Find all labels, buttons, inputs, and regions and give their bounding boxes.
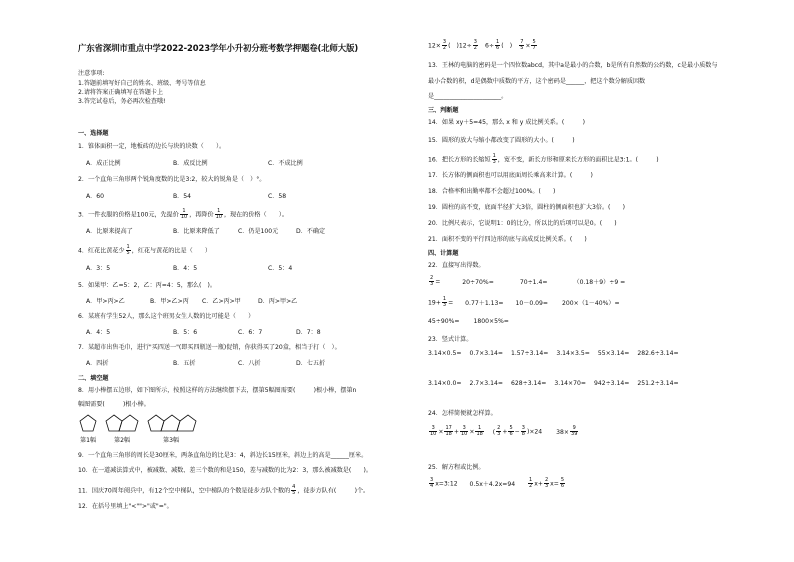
calc22-row3 [428, 318, 509, 326]
calc24-row: $\frac{3}{10}$ × $\frac{17}{18}$ + $\frac{3}{10}$ × $\frac{1}{18}$ ( $\frac{2}{3}$ + $\frac{5}{6}$ − $\frac{3}{8}$ )×24 38× $\frac{9}{39}$ [430, 425, 578, 437]
q4-frac-den: 5 [126, 250, 130, 256]
c24-f2-num: 17 [445, 425, 452, 431]
c24-f5-num: 2 [497, 425, 501, 431]
c25-f4-den: 6 [560, 483, 565, 489]
question-14: 14．如果 xy＋5=45，那么 x 和 y 成比例关系。( ) [428, 119, 585, 126]
q16-frac-num: 1 [492, 153, 496, 159]
section-fill-heading: 二、填空题 [78, 375, 109, 382]
q1-option-b: B．成反比例 [173, 160, 208, 167]
cmp-frac-2 [473, 40, 478, 51]
c25-f4 [560, 478, 565, 489]
c22-frac-a [429, 276, 434, 287]
question-13-line1: 13．王林的电脑的密码是一个四位数abcd，其中a是最小的合数，b是所有自然数的公约数，c是最小质数与 [428, 62, 718, 69]
q4-option-a: A．3：5 [86, 265, 111, 272]
c24-text-b: 38× [556, 428, 570, 436]
cmp-frac1-den: 2 [442, 45, 447, 51]
q4-option-b: B．4：5 [173, 265, 198, 272]
c23-r2-c: 628÷3.14= [510, 380, 547, 387]
q11-frac-den: 5 [292, 490, 296, 496]
figure-label-2: 第2幅 [114, 437, 131, 444]
q16-frac-den: 3 [492, 159, 496, 165]
c25-f1-num: 3 [430, 477, 434, 483]
cmp-frac3-num: 1 [496, 39, 500, 45]
c22-r3-a: 45÷90%= [428, 318, 460, 325]
question-8-line1: 8．用小棒摆五边形，如下图所示，按照这样的方法继续摆下去，摆第5幅图需要( )根小棒，摆第n [78, 387, 357, 394]
c22-r1-b: 20÷70%= [462, 278, 494, 286]
question-8-line2: 幅图需要( )根小棒。 [78, 401, 150, 408]
q5-option-b: B．甲>乙>丙 [150, 298, 189, 305]
c24-f2 [444, 426, 452, 437]
q3-fraction-2 [215, 209, 223, 220]
cmp-text-b: ( )12÷ [448, 42, 472, 50]
c25-f3 [544, 478, 549, 489]
question-12: 12．在括号里填上"<"">"或"="。 [78, 503, 173, 510]
q6-option-a: A．4：5 [86, 329, 111, 336]
q11-text-b: ，徒步方队有( )个。 [297, 487, 370, 495]
question-15: 15．圆形的放大与缩小都改变了圆形的大小。( ) [428, 137, 575, 144]
question-11 [78, 485, 369, 496]
question-6: 6．某班有学生52人，那么这个班男女生人数的比可能是（ ） [78, 313, 255, 320]
q7-option-c: C．八折 [238, 360, 261, 367]
pentagon-shape-1 [80, 415, 96, 431]
question-7: 7．某超市出售毛巾，进行"买四送一"(即买四瓶送一瓶)促销，你获得买了20盒，相当于打（ ）。 [78, 344, 341, 351]
question-19: 19．圆柱的高不变，底面半径扩大3倍，圆柱的侧面积也扩大3倍。( ) [428, 204, 625, 211]
cmp-frac5-num: 5 [532, 39, 536, 45]
q11-frac-num: 4 [292, 484, 296, 490]
q7-option-d: D．七五折 [296, 360, 326, 367]
q3-option-c: C．仍是100元 [238, 228, 279, 235]
question-1: 1．锥体面积一定，地板砖的边长与块的块数（ ）。 [78, 143, 226, 150]
q1-option-a: A．成正比例 [86, 160, 121, 167]
cmp-frac-1 [442, 40, 447, 51]
question-9: 9．一个直角三角形的周长是30厘米，两条直角边的比是3：4，斜边长15厘米，斜边上的高是______厘米。 [78, 452, 368, 459]
question-23: 23．竖式计算。 [428, 336, 473, 343]
cmp-frac2-num: 3 [473, 39, 477, 45]
exam-title: 广东省深圳市重点中学2022-2023学年小升初分班考数学押题卷(北师大版) [78, 43, 359, 53]
question-13-line2: 最小合数的积，d是偶数中质数的平方，这个密码是______，把这个数分解质因数 [428, 78, 646, 85]
q3-text-a: 3．一件衣服的价格是100元，先提价 [78, 211, 179, 219]
c25-f3-num: 2 [544, 477, 549, 483]
c23-r1-c: 1.57÷3.14= [510, 350, 549, 357]
notice-2: 2.请将答案正确填写在答题卡上 [78, 89, 164, 96]
q6-option-b: B．5：6 [173, 329, 198, 336]
question-3 [78, 209, 288, 220]
c22-r2-c: 10－0.09= [515, 299, 549, 307]
c23-r2-b: 2.7×3.14= [469, 380, 503, 387]
cmp-frac3-den: 6 [496, 45, 500, 51]
q4-text-a: 4．红花比黄花少 [78, 247, 125, 255]
cmp-text-a: 12× [428, 42, 441, 50]
c25-f2 [528, 478, 533, 489]
cmp-frac5-den: 7 [532, 45, 536, 51]
c23-r2-f: 251.2÷3.14= [637, 380, 679, 387]
c23-r2-a: 3.14×0.0= [428, 380, 462, 387]
calc23-row1 [428, 350, 679, 358]
c23-r1-a: 3.14×0.5= [428, 350, 462, 357]
cmp-text-c: 6÷ [478, 42, 495, 50]
cmp-frac-5 [531, 40, 536, 51]
section-choice-heading: 一、选择题 [78, 130, 109, 137]
question-25: 25．解方程或比例。 [428, 464, 485, 471]
c24-f3-num: 3 [460, 426, 468, 432]
question-16 [428, 154, 659, 165]
cmp-frac2-den: 2 [473, 45, 477, 51]
cmp-frac-4 [519, 40, 524, 51]
c22-r2-d: 200×（1－40%）= [562, 299, 620, 307]
c22-frac-b [442, 297, 447, 308]
c22-r2-eq: = [448, 299, 454, 307]
c24-f3 [460, 426, 468, 437]
q3-frac2-num: 1 [215, 209, 223, 215]
c24-text-a: ×24 [529, 428, 543, 436]
question-22: 22．直接写出得数。 [428, 262, 485, 269]
c24-f8 [570, 426, 578, 437]
pentagon-pattern-figure [78, 413, 198, 435]
calc22-row2 [428, 297, 620, 308]
c24-f5 [496, 426, 501, 437]
q5-option-a: A．甲>丙>乙 [86, 298, 125, 305]
q6-option-d: D．7：8 [296, 329, 321, 336]
cmp-text-d: ( ) [501, 42, 519, 50]
q7-option-a: A．四折 [86, 360, 109, 367]
c24-f6-den: 6 [509, 431, 513, 437]
q4-text-b: ，红花与黄花的比是（ ） [131, 247, 211, 255]
c22-r1-eq: = [435, 278, 441, 286]
question-4 [78, 245, 211, 256]
q3-option-a: A．比原来提高了 [86, 228, 133, 235]
cmp-frac4-den: 5 [520, 45, 524, 51]
c22-r3-b: 1800×5%= [473, 318, 509, 325]
c23-r2-d: 3.14×70= [554, 380, 586, 387]
c24-f5-den: 3 [497, 431, 501, 437]
c25-f1 [429, 478, 434, 489]
c24-f7 [521, 426, 526, 437]
q3-option-b: B．比原来降低了 [173, 228, 220, 235]
question-2: 2．一个直角三角形两个锐角度数的比是3:2，较大的锐角是（ ）°。 [78, 176, 266, 183]
section-calc-heading: 四、计算题 [428, 250, 459, 257]
c24-f4 [475, 426, 483, 437]
q4-fraction [126, 245, 131, 256]
c23-r1-d: 3.14×3.5= [556, 350, 590, 357]
q4-frac-num: 1 [126, 244, 130, 250]
c24-f4-num: 1 [475, 426, 483, 432]
calc23-row2 [428, 380, 679, 388]
c23-r1-e: 55×3.14= [597, 350, 630, 357]
c24-f7-den: 8 [521, 431, 525, 437]
c23-r2-e: 942÷3.14= [593, 380, 630, 387]
c23-r1-f: 282.6÷3.14= [637, 350, 679, 357]
c25-text-a: x=3:12 [435, 480, 458, 488]
c22-fraca-den: 3 [430, 281, 434, 287]
c24-f7-num: 3 [521, 425, 525, 431]
figure-label-1: 第1幅 [80, 437, 97, 444]
q16-fraction [492, 154, 497, 165]
question-10: 10．在一道减法算式中，被减数、减数、差三个数的和是150，差与减数的比为2：3，那么被减数是( )。 [78, 467, 372, 474]
pentagon-shape-2b [119, 415, 138, 431]
pentagon-shape-3c [177, 415, 196, 431]
cmp-frac1-num: 3 [442, 39, 447, 45]
cmp-frac4-num: 7 [520, 39, 524, 45]
section-judge-heading: 三、判断题 [428, 107, 459, 114]
q3-text-b: ，再降价 [189, 211, 214, 219]
q3-frac1-num: 1 [180, 209, 188, 215]
q6-option-c: C．6：7 [238, 329, 263, 336]
c22-r2-b: 0.77＋1.13= [465, 299, 504, 307]
q3-text-c: ，现在的价格（ ）。 [223, 211, 288, 219]
question-17: 17．长方体的侧面积也可以用底面周长乘高来计算。( ) [428, 172, 593, 179]
c24-f4-den: 18 [476, 431, 483, 437]
c25-text-d: x= [550, 480, 559, 488]
c24-f6 [508, 426, 513, 437]
question-5: 5．如果甲：乙=5：2，乙：丙=4：5，那么( )。 [78, 282, 216, 289]
c24-f3-den: 10 [460, 431, 468, 437]
q5-option-d: D．丙>甲>乙 [258, 298, 298, 305]
pentagon-shape-3b [161, 415, 180, 431]
q4-option-c: C．5：4 [268, 265, 293, 272]
c24-f2-den: 18 [445, 431, 452, 437]
q7-option-b: B．五折 [173, 360, 196, 367]
c22-fraca-num: 2 [430, 275, 434, 281]
c22-fracb-den: 3 [442, 302, 447, 308]
c22-r1-d: （0.18＋9）÷9 = [573, 278, 626, 286]
question-20: 20．比例尺表示，它说明1：0的比分，所以比的后项可以是0。( ) [428, 220, 617, 227]
figure-label-3: 第3幅 [163, 437, 180, 444]
q12-comparisons [428, 40, 538, 51]
cmp-frac-3 [495, 40, 500, 51]
q11-text-a: 11．国庆70周年阅兵中，有12个空中梯队，空中梯队的个数是徒步方队个数的 [78, 487, 291, 495]
c24-f6-num: 5 [509, 425, 513, 431]
c24-f8-num: 9 [570, 426, 578, 432]
c22-r1-c: 70÷1.4= [519, 278, 548, 286]
calc25-row [428, 478, 566, 489]
notice-title: 注意事项: [78, 70, 105, 77]
c24-f1-num: 3 [429, 426, 437, 432]
c25-text-c: x+ [534, 480, 543, 488]
q16-text-b: ，宽不变，新长方形和原来长方形的面积比是3:1。( ) [497, 156, 659, 164]
c25-f3-den: 3 [544, 483, 549, 489]
q2-option-b: B．54 [173, 193, 192, 200]
c25-text-b: 0.5x＋4.2x=94 [469, 480, 516, 488]
question-21: 21．面积不变的平行四边形的底与高成反比例关系。( ) [428, 236, 587, 243]
q1-option-c: C．不成比例 [268, 160, 303, 167]
question-24: 24．怎样简便就怎样算。 [428, 410, 497, 417]
c25-f2-den: 2 [529, 483, 533, 489]
q3-frac2-den: 10 [215, 214, 222, 220]
c24-f1 [429, 426, 437, 437]
c24-f8-den: 39 [571, 431, 578, 437]
q3-frac1-den: 10 [180, 214, 188, 220]
c22-fracb-num: 1 [442, 296, 447, 302]
c25-f1-den: 4 [430, 483, 434, 489]
q3-fraction-1 [180, 209, 188, 220]
q5-option-c: C．乙>丙>甲 [202, 298, 241, 305]
q2-option-c: C．58 [268, 193, 287, 200]
c25-f4-num: 5 [560, 477, 565, 483]
c22-r2-a: 19+ [428, 299, 441, 307]
q2-option-a: A．60 [86, 193, 105, 200]
c25-f2-num: 1 [529, 477, 533, 483]
q11-fraction [291, 485, 296, 496]
question-13-line3: 是______________________。 [428, 93, 508, 100]
c23-r1-b: 0.7×3.14= [469, 350, 503, 357]
cmp-text-e: × [525, 42, 531, 50]
c24-f1-den: 10 [430, 431, 437, 437]
notice-3: 3.答完试卷后，务必再次检查哦! [78, 98, 166, 105]
calc22-row1 [428, 276, 625, 287]
question-18: 18．合格率和出勤率都不会超过100%。( ) [428, 188, 556, 195]
notice-1: 1.答题前填写好自己的姓名、班级、考号等信息 [78, 80, 206, 87]
q3-option-d: D．不确定 [296, 228, 326, 235]
q16-text-a: 16．把长方形的长缩短 [428, 156, 491, 164]
